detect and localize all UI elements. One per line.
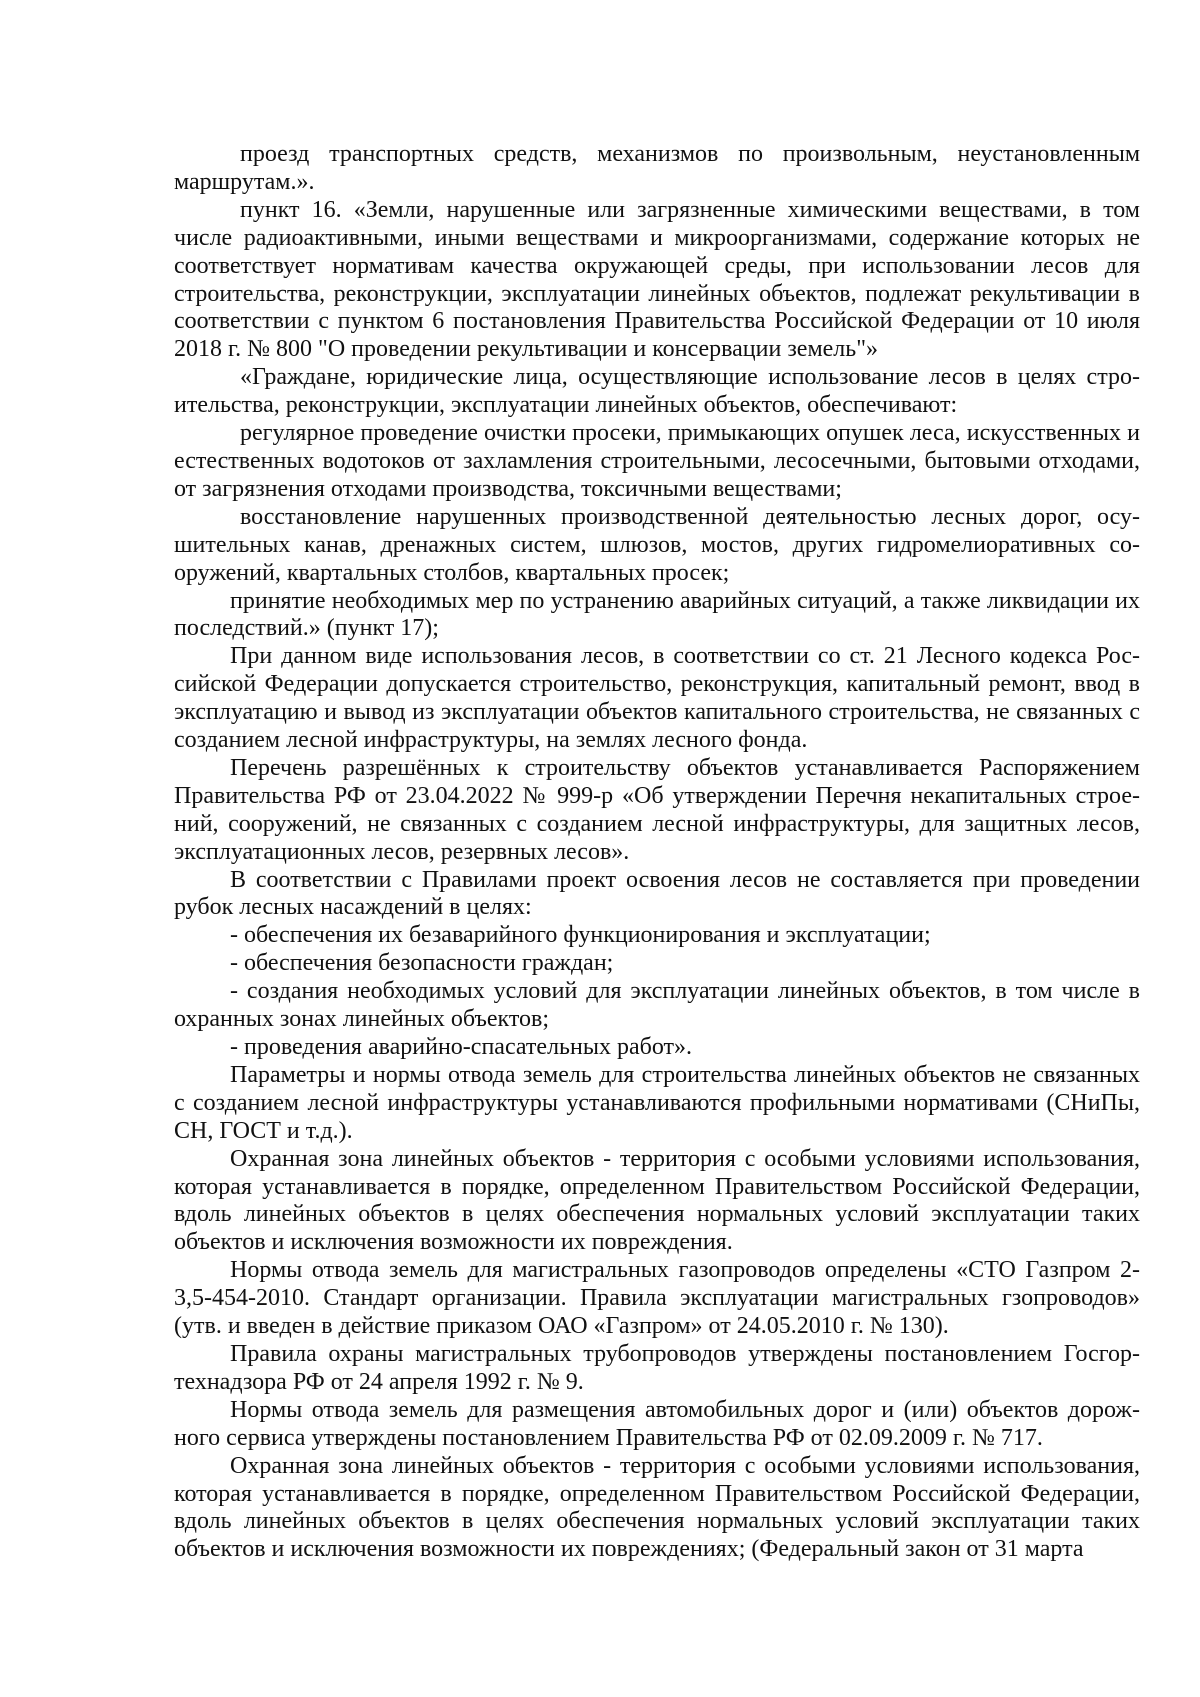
paragraph-1: проезд транспортных средств, механизмов по произвольным, неустановленным маршрутам.». (174, 141, 1140, 195)
paragraph-14: Нормы отвода земель для размещения автомобильных дорог и (или) объектов дорожного сервиса утверждены постановлением Правительства РФ от 02.09.2009 г. № 717. (174, 1396, 1140, 1451)
paragraph-15: Охранная зона линейных объектов - территория с особыми условиями использования, которая устанавливается в порядке, определенном Правительством Российской Федерации, вдоль линейных объектов в целях обеспечения нормальных условий эксплуатации таких объектов и исключения возможности их повреждениях; (Федеральный закон от 31 марта (174, 1452, 1140, 1563)
paragraph-7: При данном виде использования лесов, в соответствии со ст. 21 Лесного кодекса Российской Федерации допускается строительство, реконструкция, капитальный ремонт, ввод в эксплуатацию и вывод из эксплуатации объектов капитального строительства, не связанных с созданием лесной инфраструктуры, на землях лесного фонда. (174, 643, 1140, 754)
document-page (174, 141, 1140, 1564)
paragraph-3: «Граждане, юридические лица, осуществляющие использование лесов в целях строительства, реконструкции, эксплуатации линейных объектов, обеспечивают: (174, 364, 1140, 419)
paragraph-5: восстановление нарушенных производственной деятельностью лесных дорог, осушительных канав, дренажных систем, шлюзов, мостов, других гидромелиоративных сооружений, квартальных столбов, квартальных просек; (174, 503, 1140, 586)
list-item-4: - проведения аварийно-спасательных работ». (230, 1034, 692, 1060)
paragraph-9: В соответствии с Правилами проект освоения лесов не составляется при проведении рубок лесных насаждений в целях: (174, 866, 1140, 921)
paragraph-6: принятие необходимых мер по устранению аварийных ситуаций, а также ликвидации их последствий.» (пункт 17); (174, 587, 1140, 642)
paragraph-8: Перечень разрешённых к строительству объектов устанавливается Распоряжением Правительства РФ от 23.04.2022 № 999-р «Об утверждении Перечня некапитальных строений, сооружений, не связанных с созданием лесной инфраструктуры, для защитных лесов, эксплуатационных лесов, резервных лесов». (174, 754, 1140, 865)
paragraph-13: Правила охраны магистральных трубопроводов утверждены постановлением Госгортехнадзора РФ от 24 апреля 1992 г. № 9. (174, 1340, 1140, 1395)
list-item-3: - создания необходимых условий для эксплуатации линейных объектов, в том числе в охранных зонах линейных объектов; (174, 978, 1140, 1033)
paragraph-2: пункт 16. «Земли, нарушенные или загрязненные химическими веществами, в том числе радиоактивными, иными веществами и микроорганизмами, содержание которых не соответствует нормативам качества окружающей среды, при использовании лесов для строительства, реконструкции, эксплуатации линейных объектов, подлежат рекультивации в соответствии с пунктом 6 постановления Правительства Российской Федерации от 10 июля 2018 г. № 800 "О проведении рекультивации и консервации земель"» (174, 196, 1140, 363)
paragraph-4: регулярное проведение очистки просеки, примыкающих опушек леса, искусственных и естественных водотоков от захламления строительными, лесосечными, бытовыми отходами, от загрязнения отходами производства, токсичными веществами; (174, 420, 1140, 502)
paragraph-12: Нормы отвода земель для магистральных газопроводов определены «СТО Газпром 2-3,5-454-2010. Стандарт организации. Правила эксплуатации магистральных гзопроводов» (утв. и введен в действие приказом ОАО «Газпром» от 24.05.2010 г. № 130). (174, 1257, 1140, 1340)
list-item-2: - обеспечения безопасности граждан; (230, 950, 614, 977)
paragraph-10: Параметры и нормы отвода земель для строительства линейных объектов не связанных с созданием лесной инфраструктуры устанавливаются профильными нормативами (СНиПы, СН, ГОСТ и т.д.). (174, 1061, 1140, 1144)
paragraph-11: Охранная зона линейных объектов - территория с особыми условиями использования, которая устанавливается в порядке, определенном Правительством Российской Федерации, вдоль линейных объектов в целях обеспечения нормальных условий эксплуатации таких объектов и исключения возможности их повреждения. (174, 1145, 1140, 1256)
list-item-1: - обеспечения их безаварийного функционирования и эксплуатации; (230, 922, 931, 949)
